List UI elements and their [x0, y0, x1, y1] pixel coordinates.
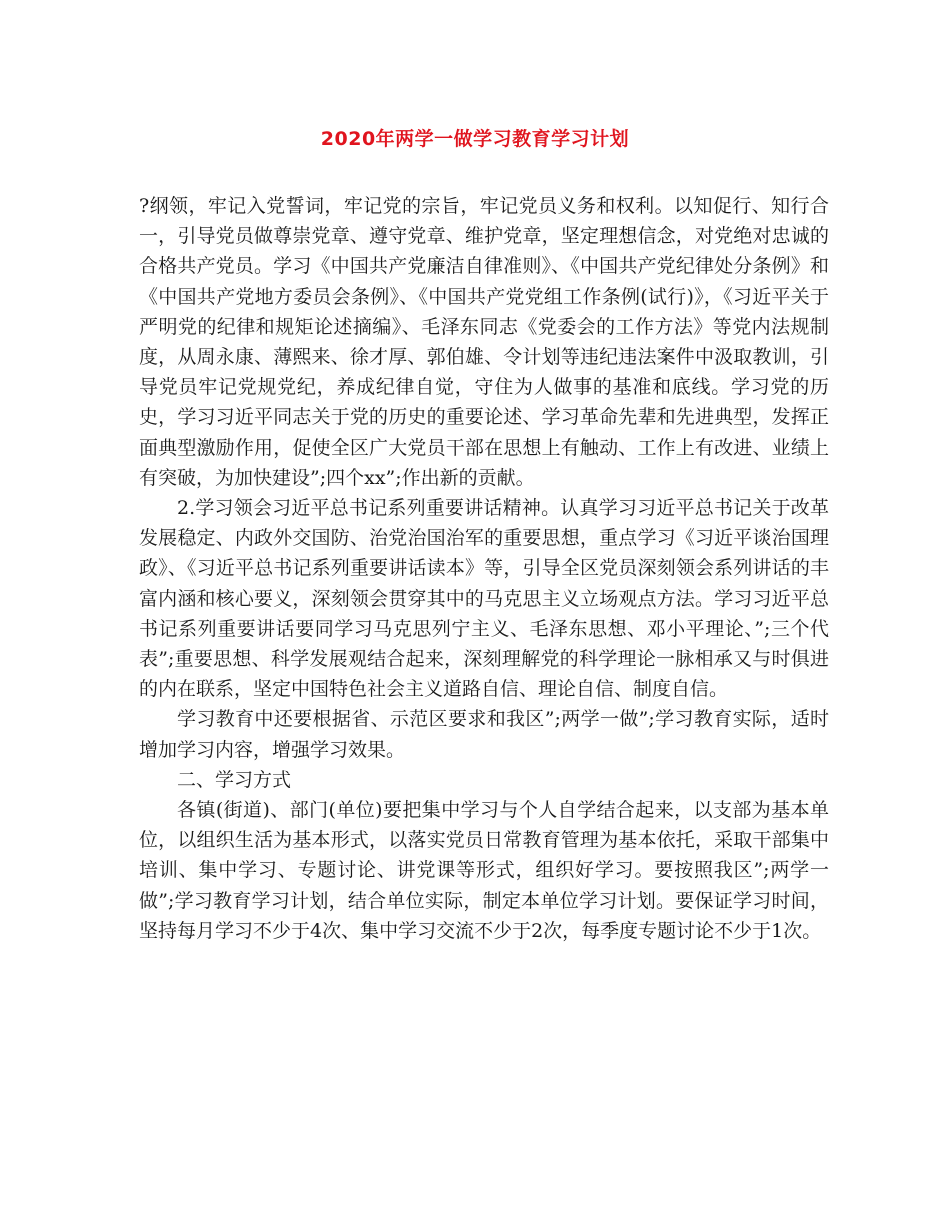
- section-heading-study-method: 二、学习方式: [177, 768, 292, 791]
- paragraph-speeches: 2.学习领会习近平总书记系列重要讲话精神。认真学习习近平总书记关于改革发展稳定、内政外交国防、治党治国治军的重要思想，重点学习《习近平谈治国理政》、《习近平总书记系列重要讲话读本》等，引导全区党员深刻领会系列讲话的丰富内涵和核心要义，深刻领会贯穿其中的马克思主义立场观点方法。学习习近平总书记系列重要讲话要同学习马克思列宁主义、毛泽东思想、邓小平理论、”;三个代表”;重要思想、科学发展观结合起来，深刻理解党的科学理论一脉相承又与时俱进的内在联系，坚定中国特色社会主义道路自信、理论自信、制度自信。: [139, 497, 829, 701]
- paragraph-study-method: 各镇(街道)、部门(单位)要把集中学习与个人自学结合起来，以支部为基本单位，以组织生活为基本形式，以落实党员日常教育管理为基本依托，采取干部集中培训、集中学习、专题讨论、讲党课等形式，组织好学习。要按照我区”;两学一做”;学习教育学习计划，结合单位实际，制定本单位学习计划。要保证学习时间，坚持每月学习不少于4次、集中学习交流不少于2次，每季度专题讨论不少于1次。: [139, 799, 829, 942]
- paragraph-additional-content: 学习教育中还要根据省、示范区要求和我区”;两学一做”;学习教育实际，适时增加学习内容，增强学习效果。: [139, 708, 829, 761]
- page-title: 2020年两学一做学习教育学习计划: [320, 128, 630, 150]
- document-body: [139, 191, 829, 946]
- paragraph-party-rules: ?纲领，牢记入党誓词，牢记党的宗旨，牢记党员义务和权利。以知促行、知行合一，引导党员做尊崇党章、遵守党章、维护党章，坚定理想信念，对党绝对忠诚的合格共产党员。学习《中国共产党廉洁自律准则》、《中国共产党纪律处分条例》和《中国共产党地方委员会条例》、《中国共产党党组工作条例(试行)》，《习近平关于严明党的纪律和规矩论述摘编》、毛泽东同志《党委会的工作方法》等党内法规制度，从周永康、薄熙来、徐才厚、郭伯雄、令计划等违纪违法案件中汲取教训，引导党员牢记党规党纪，养成纪律自觉，守住为人做事的基准和底线。学习党的历史，学习习近平同志关于党的历史的重要论述、学习革命先辈和先进典型，发挥正面典型激励作用，促使全区广大党员干部在思想上有触动、工作上有改进、业绩上有突破，为加快建设”;四个xx”;作出新的贡献。: [139, 195, 829, 489]
